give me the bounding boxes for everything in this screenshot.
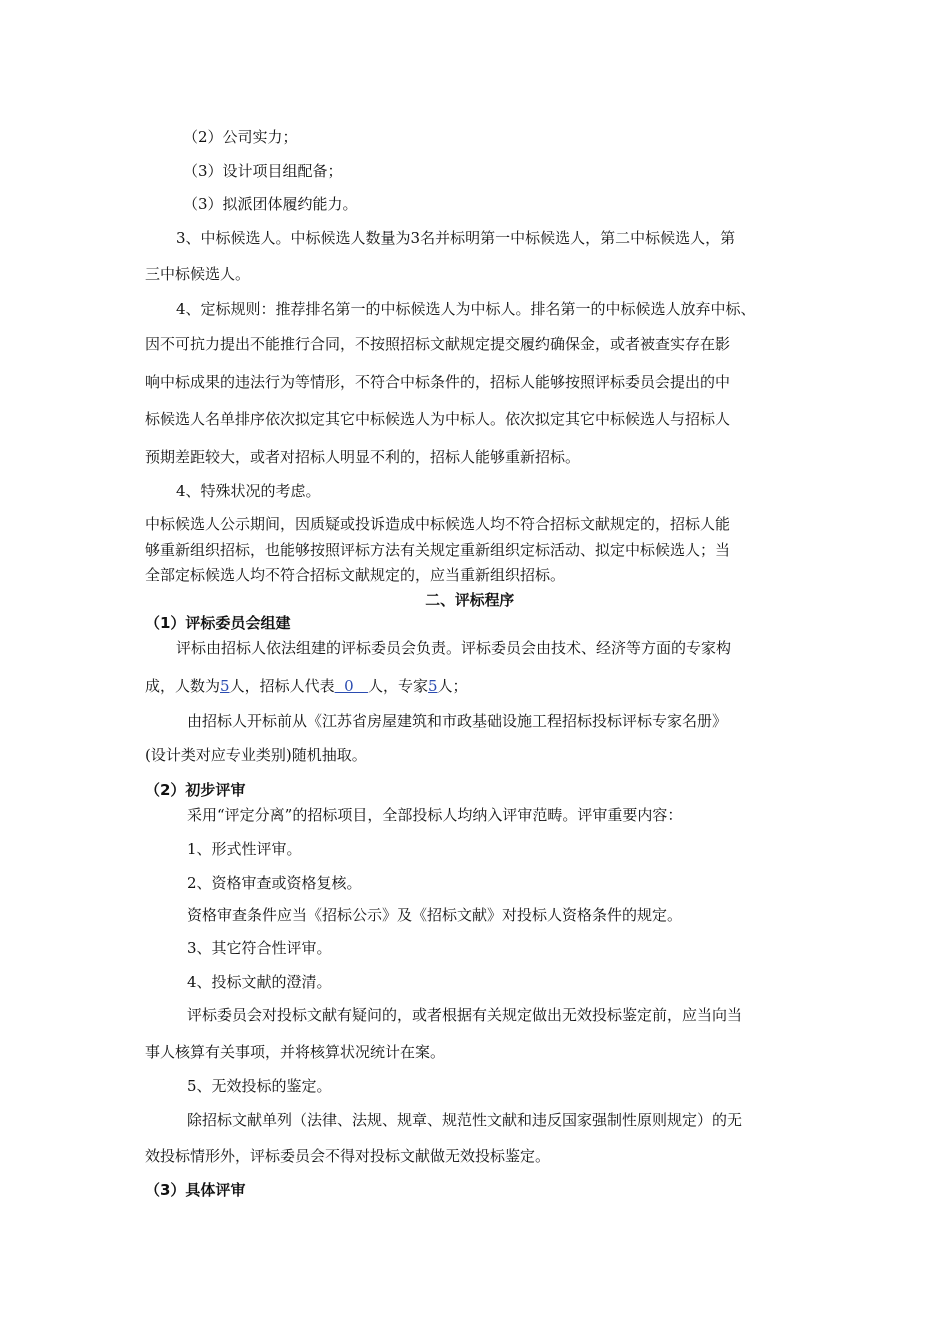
paragraph-line: 5、无效投标的鉴定。	[187, 1077, 332, 1095]
text-segment: 人，招标人代表	[229, 677, 335, 695]
text-segment: 人；	[437, 677, 468, 695]
owner-rep-value: 0	[334, 677, 368, 695]
paragraph-line: 4、特殊状况的考虑。	[176, 482, 321, 500]
section-heading: 二、评标程序	[425, 591, 515, 609]
paragraph-line: （2）公司实力；	[183, 128, 298, 146]
paragraph-line: 事人核算有关事项，并将核算状况统计在案。	[145, 1043, 446, 1061]
paragraph-line: 标候选人名单排序依次拟定其它中标候选人为中标人。依次拟定其它中标候选人与招标人	[145, 410, 731, 428]
paragraph-line: 采用“评定分离”的招标项目，全部投标人均纳入评审范畴。评审重要内容：	[187, 806, 683, 824]
paragraph-line: 1、形式性评审。	[187, 840, 302, 858]
paragraph-line: 因不可抗力提出不能推行合同，不按照招标文献规定提交履约确保金，或者被查实存在影	[145, 335, 731, 353]
paragraph-line: 够重新组织招标，也能够按照评标方法有关规定重新组织定标活动、拟定中标候选人；当	[145, 541, 731, 559]
paragraph-line: 预期差距较大，或者对招标人明显不利的，招标人能够重新招标。	[145, 448, 581, 466]
paragraph-line: 评标由招标人依法组建的评标委员会负责。评标委员会由技术、经济等方面的专家构	[176, 639, 732, 657]
paragraph-line: （3）设计项目组配备；	[183, 162, 343, 180]
expert-count-value: 5	[427, 677, 438, 695]
paragraph-line: （3）拟派团体履约能力。	[183, 195, 358, 213]
paragraph-line: 效投标情形外，评标委员会不得对投标文献做无效投标鉴定。	[145, 1147, 551, 1165]
paragraph-line: 3、其它符合性评审。	[187, 939, 332, 957]
paragraph-line: 全部定标候选人均不符合招标文献规定的，应当重新组织招标。	[145, 566, 566, 584]
paragraph-line: 中标候选人公示期间，因质疑或投诉造成中标候选人均不符合招标文献规定的，招标人能	[145, 515, 731, 533]
text-segment: 成，人数为	[145, 677, 221, 695]
paragraph-line: 评标委员会对投标文献有疑问的，或者根据有关规定做出无效投标鉴定前，应当向当	[187, 1006, 743, 1024]
paragraph-line: 三中标候选人。	[145, 265, 251, 283]
committee-size-value: 5	[220, 677, 230, 695]
paragraph-line: 由招标人开标前从《江苏省房屋建筑和市政基础设施工程招标投标评标专家名册》	[187, 712, 728, 730]
paragraph-line: 4、定标规则：推荐排名第一的中标候选人为中标人。排名第一的中标候选人放弃中标、	[176, 300, 756, 318]
paragraph-line: 2、资格审查或资格复核。	[187, 874, 362, 892]
paragraph-line: 资格审查条件应当《招标公示》及《招标文献》对投标人资格条件的规定。	[187, 906, 683, 924]
paragraph-line: 响中标成果的违法行为等情形，不符合中标条件的，招标人能够按照评标委员会提出的中	[145, 373, 731, 391]
paragraph-line: 除招标文献单列（法律、法规、规章、规范性文献和违反国家强制性原则规定）的无	[187, 1111, 743, 1129]
paragraph-line: 4、投标文献的澄清。	[187, 973, 332, 991]
paragraph-line: (设计类对应专业类别)随机抽取。	[145, 746, 367, 764]
subsection-heading: （1）评标委员会组建	[145, 614, 291, 632]
paragraph-line	[145, 676, 468, 696]
text-segment: 人，专家	[367, 677, 428, 695]
subsection-heading: （2）初步评审	[145, 781, 246, 799]
subsection-heading: （3）具体评审	[145, 1181, 246, 1199]
paragraph-line: 3、中标候选人。中标候选人数量为3名并标明第一中标候选人，第二中标候选人，第	[176, 229, 736, 247]
